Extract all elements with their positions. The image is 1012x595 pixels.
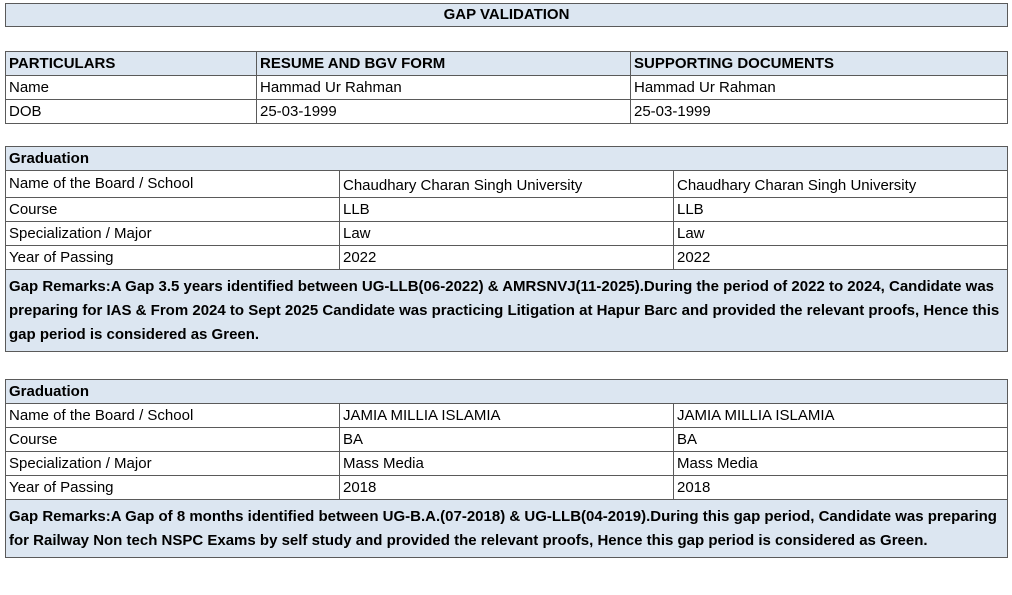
table-row [6, 171, 1008, 198]
resume-value: Mass Media [340, 452, 674, 476]
section-heading: Graduation [6, 147, 1008, 171]
document-value: Hammad Ur Rahman [631, 76, 1008, 100]
table-row [6, 76, 1008, 100]
document-value: LLB [674, 198, 1008, 222]
header-resume-bgv: RESUME AND BGV FORM [257, 52, 631, 76]
row-label: Course [6, 428, 340, 452]
document-value: 2022 [674, 246, 1008, 270]
table-row [6, 100, 1008, 124]
resume-value: 25-03-1999 [257, 100, 631, 124]
table-row [6, 198, 1008, 222]
table-row [6, 476, 1008, 500]
gap-remarks: Gap Remarks:A Gap of 8 months identified between UG-B.A.(07-2018) & UG-LLB(04-2019).During this gap period, Candidate was preparing for Railway Non tech NSPC Exams by self study and provided the relevant proofs, Hence this gap period is considered as Green. [6, 500, 1008, 558]
row-label: Year of Passing [6, 246, 340, 270]
resume-value: Chaudhary Charan Singh University [340, 171, 674, 198]
table-row [6, 452, 1008, 476]
graduation-ba-table [5, 379, 1008, 558]
row-label: Specialization / Major [6, 452, 340, 476]
page-title: GAP VALIDATION [5, 3, 1008, 27]
gap-remarks-row [6, 270, 1008, 352]
resume-value: Law [340, 222, 674, 246]
section-heading: Graduation [6, 380, 1008, 404]
document-value: 2018 [674, 476, 1008, 500]
section-heading-row [6, 147, 1008, 171]
resume-value: Hammad Ur Rahman [257, 76, 631, 100]
table-row [6, 404, 1008, 428]
section-heading-row [6, 380, 1008, 404]
resume-value: BA [340, 428, 674, 452]
gap-remarks: Gap Remarks:A Gap 3.5 years identified between UG-LLB(06-2022) & AMRSNVJ(11-2025).During the period of 2022 to 2024, Candidate was preparing for IAS & From 2024 to Sept 2025 Candidate was practicing Litigation at Hapur Barc and provided the relevant proofs, Hence this gap period is considered as Green. [6, 270, 1008, 352]
document-value: Chaudhary Charan Singh University [674, 171, 1008, 198]
resume-value: 2022 [340, 246, 674, 270]
document-value: BA [674, 428, 1008, 452]
resume-value: JAMIA MILLIA ISLAMIA [340, 404, 674, 428]
table-row [6, 246, 1008, 270]
row-label: Course [6, 198, 340, 222]
gap-remarks-row [6, 500, 1008, 558]
resume-value: 2018 [340, 476, 674, 500]
row-label: Year of Passing [6, 476, 340, 500]
document-value: 25-03-1999 [631, 100, 1008, 124]
header-supporting-docs: SUPPORTING DOCUMENTS [631, 52, 1008, 76]
header-particulars: PARTICULARS [6, 52, 257, 76]
document-value: Mass Media [674, 452, 1008, 476]
personal-details-table [5, 51, 1008, 124]
document-value: Law [674, 222, 1008, 246]
resume-value: LLB [340, 198, 674, 222]
graduation-llb-table [5, 146, 1008, 352]
table-row [6, 428, 1008, 452]
row-label: DOB [6, 100, 257, 124]
row-label: Specialization / Major [6, 222, 340, 246]
row-label: Name of the Board / School [6, 171, 340, 198]
row-label: Name of the Board / School [6, 404, 340, 428]
table-header-row [6, 52, 1008, 76]
table-row [6, 222, 1008, 246]
document-value: JAMIA MILLIA ISLAMIA [674, 404, 1008, 428]
row-label: Name [6, 76, 257, 100]
